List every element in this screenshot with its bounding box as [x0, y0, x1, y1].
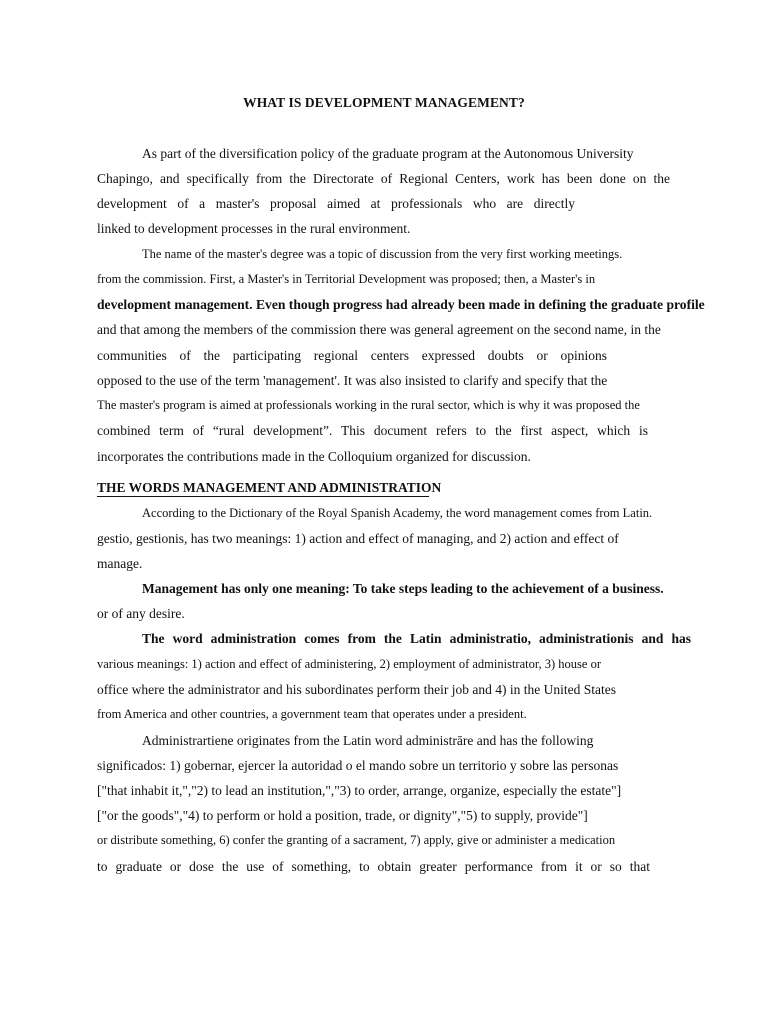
- text-line: development of a master's proposal aimed at professionals who are directly: [97, 196, 575, 211]
- text-line: ["that inhabit it,","2) to lead an institution,","3) to order, arrange, organize, especially the estate"]: [97, 783, 622, 798]
- text-line: incorporates the contributions made in the Colloquium organized for discussion.: [97, 449, 531, 464]
- heading-underline: [97, 496, 429, 497]
- text-line: significados: 1) gobernar, ejercer la autoridad o el mando sobre un territorio y sobre las personas: [97, 758, 619, 773]
- document-title: WHAT IS DEVELOPMENT MANAGEMENT?: [243, 95, 525, 110]
- text-line: development management. Even though progress had already been made in defining the graduate profile: [97, 297, 705, 312]
- text-line: combined term of “rural development”. This document refers to the first aspect, which is: [97, 423, 648, 438]
- text-line: communities of the participating regional centers expressed doubts or opinions: [97, 348, 607, 363]
- text-line: or of any desire.: [97, 606, 185, 621]
- text-line: linked to development processes in the rural environment.: [97, 221, 411, 236]
- text-line: from the commission. First, a Master's in Territorial Development was proposed; then, a Master's in: [97, 272, 596, 286]
- text-line: The master's program is aimed at professionals working in the rural sector, which is why it was proposed the: [97, 398, 640, 412]
- text-line: manage.: [97, 556, 143, 571]
- text-line: The name of the master's degree was a topic of discussion from the very first working meetings.: [142, 247, 623, 261]
- text-line: gestio, gestionis, has two meanings: 1) action and effect of managing, and 2) action and effect of: [97, 531, 619, 546]
- text-line: According to the Dictionary of the Royal Spanish Academy, the word management comes from Latin.: [142, 506, 653, 520]
- text-line: opposed to the use of the term 'management'. It was also insisted to clarify and specify that the: [97, 373, 608, 388]
- text-line: to graduate or dose the use of something, to obtain greater performance from it or so that: [97, 859, 650, 874]
- text-line: The word administration comes from the Latin administratio, administrationis and has: [142, 631, 691, 646]
- text-line: Chapingo, and specifically from the Directorate of Regional Centers, work has been done on the: [97, 171, 670, 186]
- text-line: Management has only one meaning: To take steps leading to the achievement of a business.: [142, 581, 664, 596]
- section-heading: THE WORDS MANAGEMENT AND ADMINISTRATION: [97, 480, 442, 495]
- text-line: ["or the goods","4) to perform or hold a position, trade, or dignity","5) to supply, provide"]: [97, 808, 588, 823]
- text-line: or distribute something, 6) confer the granting of a sacrament, 7) apply, give or administer a medication: [97, 833, 616, 847]
- text-line: and that among the members of the commission there was general agreement on the second name, in the: [97, 322, 661, 337]
- text-line: As part of the diversification policy of the graduate program at the Autonomous University: [142, 146, 634, 161]
- text-line: from America and other countries, a government team that operates under a president.: [97, 707, 527, 721]
- text-line: Administrartiene originates from the Latin word administrāre and has the following: [142, 733, 594, 748]
- text-line: office where the administrator and his subordinates perform their job and 4) in the United States: [97, 682, 616, 697]
- text-line: various meanings: 1) action and effect of administering, 2) employment of administrator, 3) house or: [97, 657, 601, 671]
